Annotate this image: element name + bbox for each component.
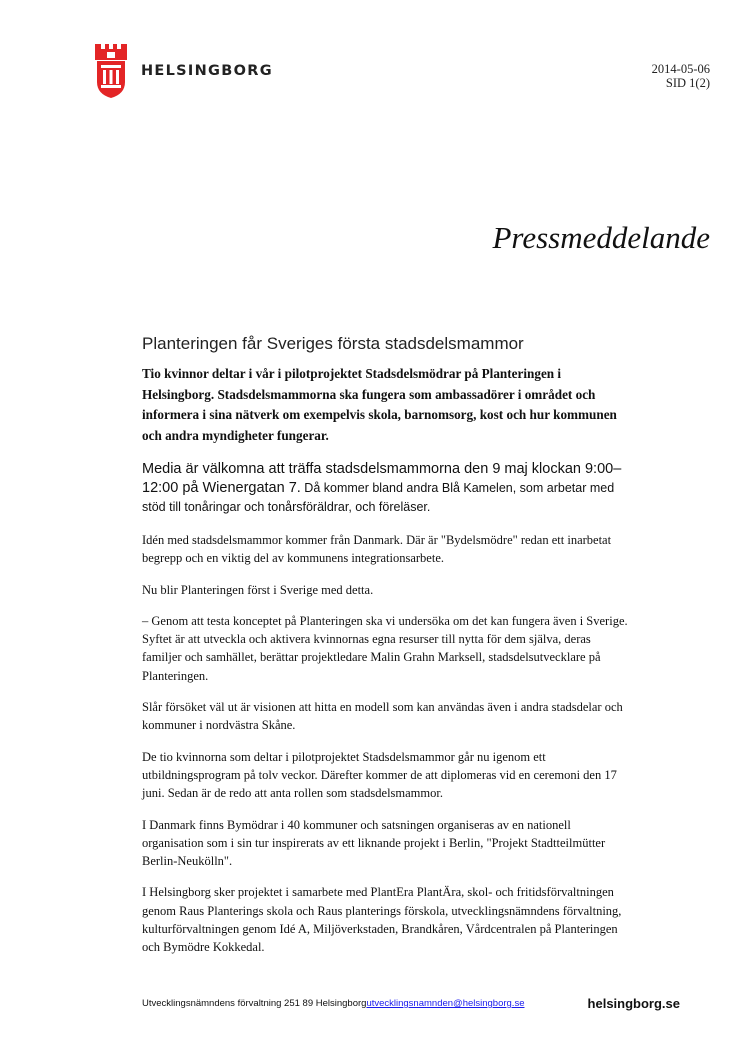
paragraph: De tio kvinnorna som deltar i pilotprojektet Stadsdelsmammor går nu igenom ett utbildningsprogram på tolv veckor. Därefter kommer de att diplomeras vid en ceremoni den 17 juni. Sedan är de redo att anta rollen som stadsdelsmammor. — [142, 749, 617, 801]
paragraph: I Helsingborg sker projektet i samarbete med PlantEra PlantÄra, skol- och fritidsförvaltningen genom Raus Planterings skola och Raus planterings förskola, utvecklingsnämndens förvaltning, kulturförvaltningen genom Idé A, Miljöverkstaden, Brandkåren, Vårdcentralen på Planteringen och Bymödre Kokkedal. — [142, 885, 622, 955]
media-details: Då kommer bland andra Blå Kamelen, som arbetar med stöd till tonåringar och tonårsföräldrar, och föreläser. — [142, 481, 615, 514]
media-highlight: Media är välkomna att träffa stadsdelsmammorna den 9 maj klockan 9:00–12:00 på Wienergatan 7. — [142, 461, 622, 496]
article-lead: Tio kvinnor deltar i vår i pilotprojektet Stadsdelsmödrar på Planteringen i Helsingborg. Stadsdelsmammorna ska fungera som ambassadörer i området och informera i sina nätverk om exempelvis skola, barnomsorg, kost och hur kommunen och andra myndigheter fungerar. — [142, 366, 617, 443]
document-date: 2014-05-06 — [651, 62, 710, 76]
paragraph: Nu blir Planteringen först i Sverige med detta. — [142, 582, 374, 597]
media-invitation — [142, 460, 632, 517]
footer-email-link[interactable]: utvecklingsnamnden@helsingborg.se — [366, 998, 525, 1009]
helsingborg-crest-icon — [93, 44, 129, 98]
logo — [93, 44, 283, 100]
document-type: Pressmeddelande — [492, 220, 710, 255]
footer-contact — [142, 998, 524, 1009]
document-meta — [652, 62, 710, 90]
footer-website: helsingborg.se — [587, 996, 680, 1011]
footer-address: Utvecklingsnämndens förvaltning 251 89 Helsingborg — [142, 998, 367, 1009]
paragraph: Idén med stadsdelsmammor kommer från Danmark. Där är "Bydelsmödre" redan ett inarbetat begrepp och en viktig del av kommunens integrationsarbete. — [142, 533, 612, 566]
article — [142, 334, 632, 970]
article-headline: Planteringen får Sveriges första stadsdelsmammor — [142, 334, 524, 353]
page-number: SID 1(2) — [665, 76, 710, 90]
paragraph: I Danmark finns Bymödrar i 40 kommuner och satsningen organiseras av en nationell organisation som i sin tur inspirerats av ett liknande projekt i Berlin, "Projekt Stadtteilmütter Berlin-Neukölln". — [142, 817, 606, 869]
brand-name: HELSINGBORG — [141, 63, 273, 79]
paragraph: – Genom att testa konceptet på Planteringen ska vi undersöka om det kan fungera även i Sverige. Syftet är att utveckla och aktivera kvinnornas egna resurser till nytta för dem själva, deras familjer och samhället, berättar projektledare Malin Grahn Marksell, stadsdelsutvecklare på Planteringen. — [142, 613, 628, 683]
paragraph: Slår försöket väl ut är visionen att hitta en modell som kan användas även i andra stadsdelar och kommuner i nordvästra Skåne. — [142, 700, 623, 733]
footer — [142, 996, 680, 1012]
